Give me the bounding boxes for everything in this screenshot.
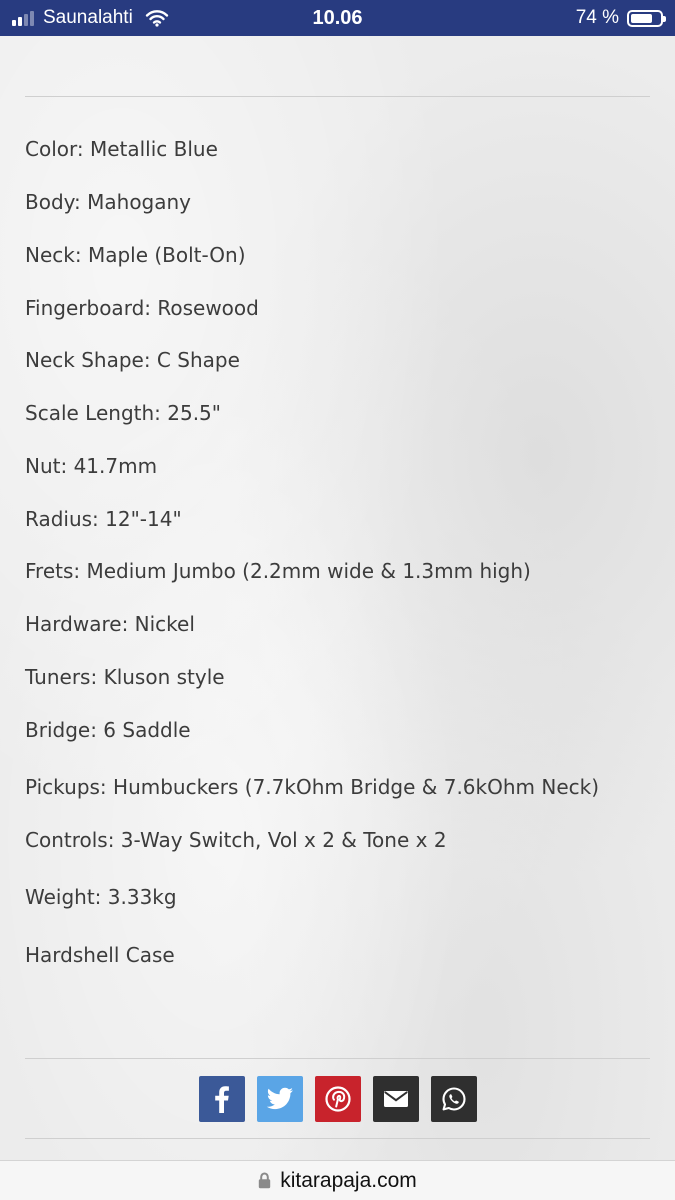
battery-level-fill — [631, 14, 652, 23]
spec-fingerboard: Fingerboard: Rosewood — [25, 296, 259, 320]
facebook-icon — [210, 1085, 234, 1113]
mail-icon — [383, 1089, 409, 1109]
spec-radius: Radius: 12"-14" — [25, 507, 182, 531]
share-top-divider — [25, 1058, 650, 1059]
whatsapp-icon — [441, 1086, 467, 1112]
status-time: 10.06 — [312, 7, 363, 29]
pinterest-icon — [325, 1086, 351, 1112]
signal-bar — [30, 11, 34, 26]
address-bar[interactable] — [0, 1160, 675, 1200]
signal-strength-icon — [12, 10, 34, 26]
spec-weight: Weight: 3.33kg — [25, 885, 177, 909]
url-text: kitarapaja.com — [280, 1168, 417, 1192]
share-facebook-button[interactable] — [199, 1076, 245, 1122]
spec-scale-length: Scale Length: 25.5" — [25, 401, 221, 425]
battery-percent: 74 % — [575, 7, 619, 28]
spec-hardware: Hardware: Nickel — [25, 612, 195, 636]
spec-tuners: Tuners: Kluson style — [25, 665, 225, 689]
carrier-name: Saunalahti — [43, 7, 133, 28]
share-whatsapp-button[interactable] — [431, 1076, 477, 1122]
status-right — [576, 0, 663, 36]
share-pinterest-button[interactable] — [315, 1076, 361, 1122]
spec-neck-shape: Neck Shape: C Shape — [25, 348, 240, 372]
battery-cap — [663, 16, 666, 22]
spec-case: Hardshell Case — [25, 943, 175, 967]
signal-bar — [24, 14, 28, 26]
spec-controls: Controls: 3-Way Switch, Vol x 2 & Tone x 2 — [25, 828, 447, 852]
spec-bridge: Bridge: 6 Saddle — [25, 718, 191, 742]
battery-icon — [627, 10, 663, 27]
lock-icon — [258, 1172, 271, 1189]
wifi-icon — [145, 9, 169, 27]
signal-bar — [18, 17, 22, 26]
top-divider — [25, 96, 650, 97]
spec-neck: Neck: Maple (Bolt-On) — [25, 243, 246, 267]
status-left — [12, 0, 169, 36]
spec-frets: Frets: Medium Jumbo (2.2mm wide & 1.3mm high) — [25, 559, 531, 583]
twitter-icon — [266, 1087, 294, 1111]
share-email-button[interactable] — [373, 1076, 419, 1122]
share-bar — [0, 1076, 675, 1122]
status-bar — [0, 0, 675, 36]
share-twitter-button[interactable] — [257, 1076, 303, 1122]
spec-nut: Nut: 41.7mm — [25, 454, 158, 478]
spec-color: Color: Metallic Blue — [25, 137, 218, 161]
signal-bar — [12, 20, 16, 26]
spec-body: Body: Mahogany — [25, 190, 192, 214]
spec-pickups: Pickups: Humbuckers (7.7kOhm Bridge & 7.6kOhm Neck) — [25, 775, 600, 799]
share-bottom-divider — [25, 1138, 650, 1139]
